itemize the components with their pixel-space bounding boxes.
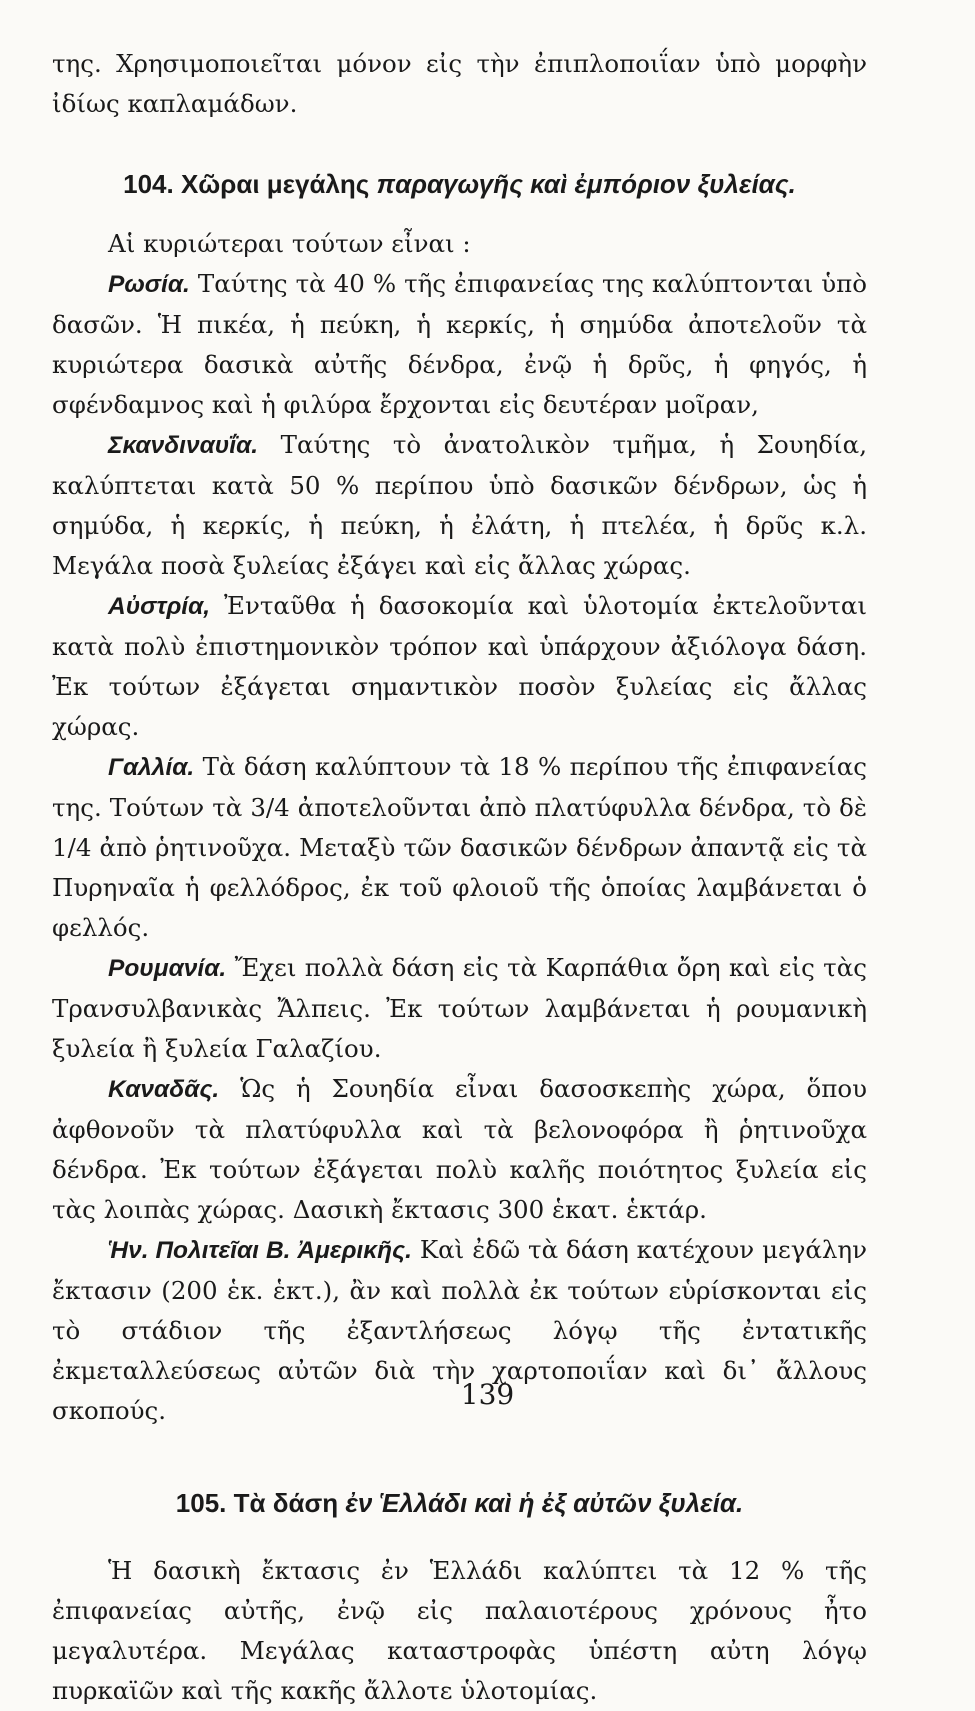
intro-line: Αἱ κυριώτεραι τούτων εἶναι : [108,229,471,258]
country-name: Ρωσία. [108,271,190,298]
continuation-paragraph: της. Χρησιμοποιεῖται μόνον εἰς τὴν ἐπιπλοποιΐαν ὑπὸ μορφὴν ἰδίως καπλαμάδων. [52,49,867,118]
entry-text: Ἐνταῦθα ἡ δασοκομία καὶ ὑλοτομία ἐκτελοῦνται κατὰ πολὺ ἐπιστημονικὸν τρόπον καὶ ὑπάρχουν ἀξιόλογα δάση. Ἐκ τούτων ἐξάγεται σημαντικὸν ποσὸν ξυλείας εἰς ἄλλας χώρας. [52,591,867,741]
section-104-heading [52,164,867,204]
section-105-title-plain: Τὰ δάση [233,1488,339,1518]
page-body [52,44,867,1711]
entry-paragraph [52,1069,867,1230]
entry-text: Ὡς ἡ Σουηδία εἶναι δασοσκεπὴς χώρα, ὅπου ἀφθονοῦν τὰ πλατύφυλλα καὶ τὰ βελονοφόρα ἢ ῥητινοῦχα δένδρα. Ἐκ τούτων ἐξάγεται πολὺ καλῆς ποιότητος ξυλεία εἰς τὰς λοιπὰς χώρας. Δασικὴ ἔκτασις 300 ἑκατ. ἑκτάρ. [52,1074,867,1224]
entry-text: Καὶ ἐδῶ τὰ δάση κατέχουν μεγάλην ἔκτασιν (200 ἑκ. ἑκτ.), ἂν καὶ πολλὰ ἐκ τούτων εὑρίσκονται εἰς τὸ στάδιον τῆς ἐξαντλήσεως λόγῳ τῆς ἐντατικῆς ἐκμεταλλεύσεως αὐτῶν διὰ τὴν χαρτοποιΐαν καὶ δι᾽ ἄλλους σκοπούς. [52,1235,867,1425]
entry-text: Ταύτης τὸ ἀνατολικὸν τμῆμα, ἡ Σουηδία, καλύπτεται κατὰ 50 % περίπου ὑπὸ δασικῶν δένδρων, ὡς ἡ σημύδα, ἡ κερκίς, ἡ πεύκη, ἡ ἐλάτη, ἡ πτελέα, ἡ δρῦς κ.λ. Μεγάλα ποσὰ ξυλείας ἐξάγει καὶ εἰς ἄλλας χώρας. [52,430,867,580]
section-104-number: 104. [123,169,174,199]
entry-text: Ἔχει πολλὰ δάση εἰς τὰ Καρπάθια ὄρη καὶ εἰς τὰς Τρανσυλβανικὰς Ἄλπεις. Ἐκ τούτων λαμβάνεται ἡ ρουμανικὴ ξυλεία ἢ ξυλεία Γαλαζίου. [52,953,867,1063]
page-number: 139 [460,1378,515,1411]
section-105-title-italic: ἐν Ἑλλάδι καὶ ἡ ἐξ αὐτῶν ξυλεία. [345,1488,744,1518]
country-name: Ἡν. Πολιτεῖαι Β. Ἀμερικῆς. [108,1237,412,1264]
entry-paragraph [52,264,867,425]
entry-paragraph [52,948,867,1069]
section-104-title-italic: παραγωγῆς καὶ ἐμπόριον ξυλείας. [376,169,796,199]
entry-text: Ταύτης τὰ 40 % τῆς ἐπιφανείας της καλύπτονται ὑπὸ δασῶν. Ἡ πικέα, ἡ πεύκη, ἡ κερκίς, ἡ σημύδα ἀποτελοῦν τὰ κυριώτερα δασικὰ αὐτῆς δένδρα, ἐνῷ ἡ δρῦς, ἡ φηγός, ἡ σφένδαμνος καὶ ἡ φιλύρα ἔρχονται εἰς δευτέραν μοῖραν, [52,269,867,419]
section-105-number: 105. [175,1488,227,1518]
country-name: Καναδᾶς. [108,1076,220,1103]
country-name: Αὐστρία, [108,593,211,620]
section-105-heading [52,1483,867,1523]
country-name: Ρουμανία. [108,955,227,982]
entry-paragraph [52,586,867,747]
section-104-title-plain: Χῶραι μεγάλης [180,169,370,199]
entry-paragraph [52,425,867,586]
entry-paragraph [52,747,867,948]
entry-text: Τὰ δάση καλύπτουν τὰ 18 % περίπου τῆς ἐπιφανείας της. Τούτων τὰ 3/4 ἀποτελοῦνται ἀπὸ πλατύφυλλα δένδρα, τὸ δὲ 1/4 ἀπὸ ῥητινοῦχα. Μεταξὺ τῶν δασικῶν δένδρων ἀπαντᾷ εἰς τὰ Πυρηναῖα ἡ φελλόδρος, ἐκ τοῦ φλοιοῦ τῆς ὁποίας λαμβάνεται ὁ φελλός. [52,752,867,942]
country-name: Σκανδιναυΐα. [108,432,259,459]
country-name: Γαλλία. [108,754,195,781]
final-paragraph: Ἡ δασικὴ ἔκτασις ἐν Ἑλλάδι καλύπτει τὰ 12 % τῆς ἐπιφανείας αὐτῆς, ἐνῷ εἰς παλαιοτέρους χρόνους ἦτο μεγαλυτέρα. Μεγάλας καταστροφὰς ὑπέστη αὐτη λόγῳ πυρκαϊῶν καὶ τῆς κακῆς ἄλλοτε ὑλοτομίας. [52,1556,867,1705]
